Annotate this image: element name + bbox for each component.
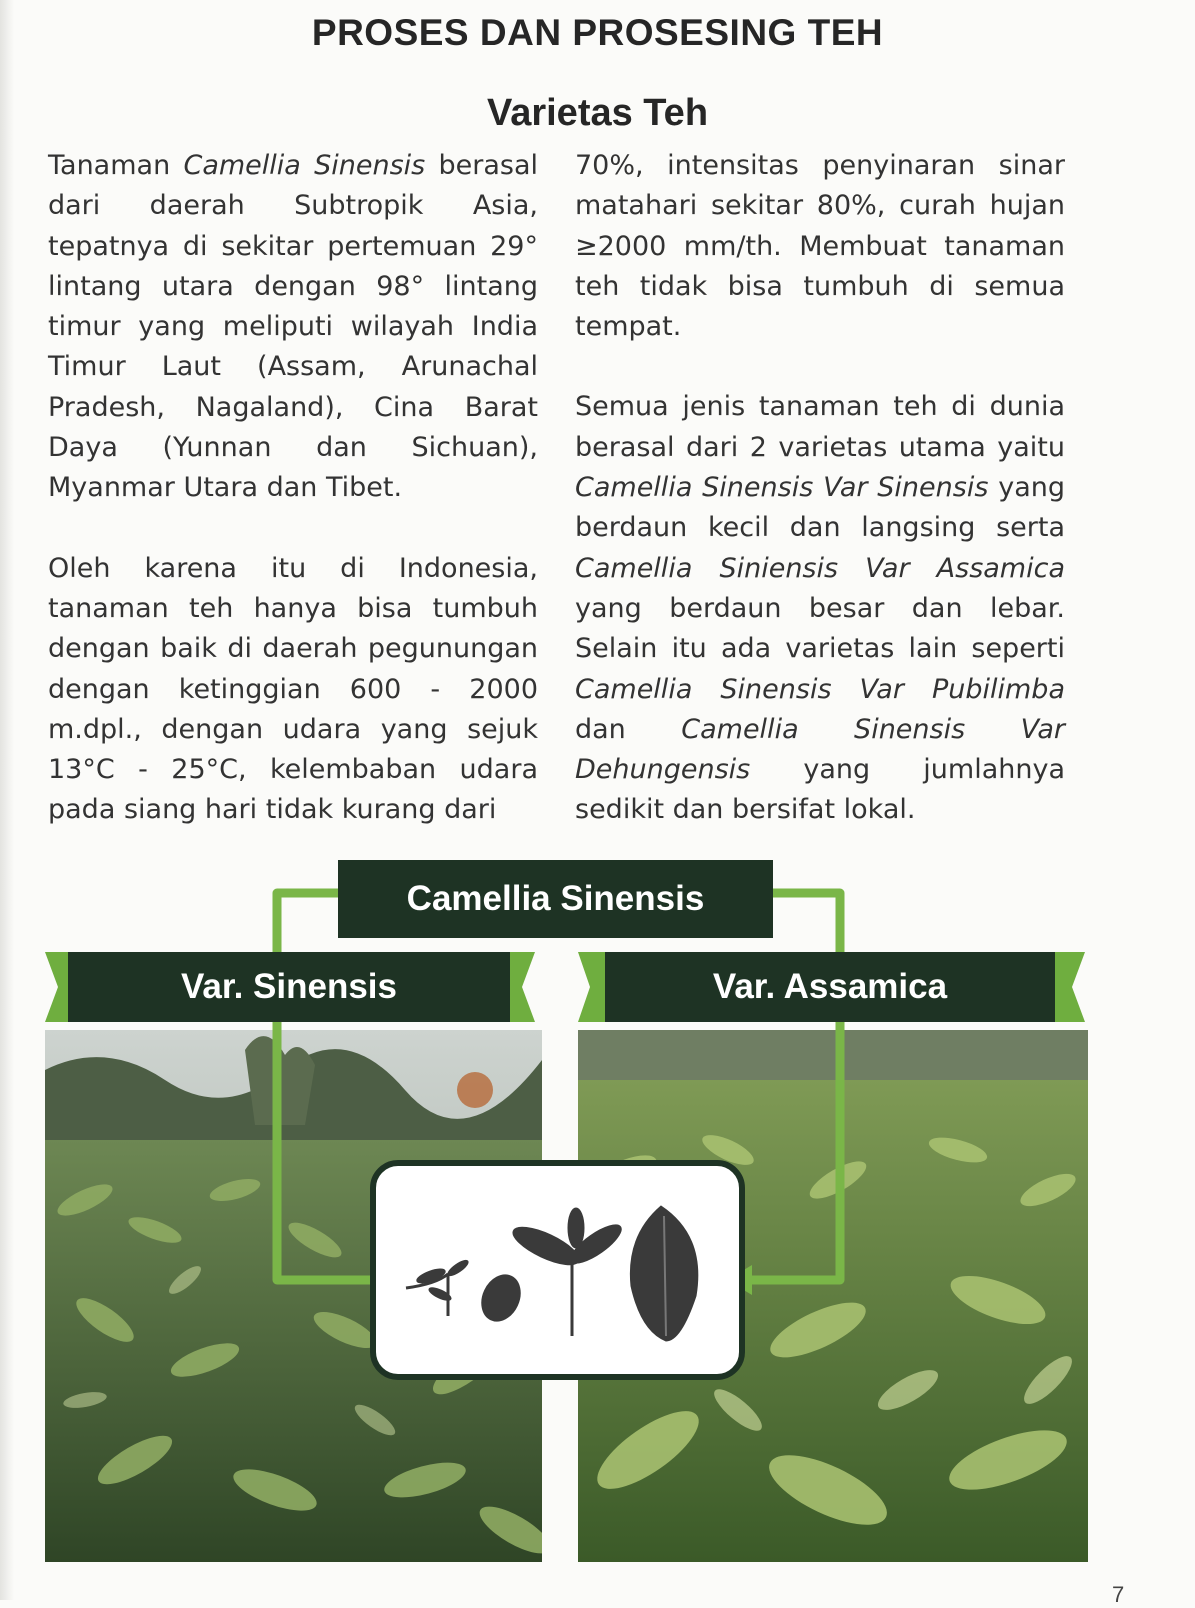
tea-leaves-comparison-icon [376,1166,739,1374]
text-segment: yang berdaun kecil dan langsing serta [575,472,1065,544]
species-name: Camellia Sinensis Var Dehungensis [575,713,1065,786]
leaf-comparison-box [370,1160,745,1380]
page-title: PROSES DAN PROSESING TEH [311,12,884,53]
text-segment: dan [575,713,682,745]
text-segment: 70%, intensitas penyinaran sinar matahari sekitar 80%, curah hujan ≥2000 mm/th. Membuat tanaman teh tidak bisa tumbuh di semua tempat. [575,150,1065,343]
paragraph [575,146,1065,347]
text-segment: yang jumlahnya sedikit dan bersifat lokal. [575,754,1065,826]
ribbon-tail-left-icon [45,952,70,1022]
species-name: Camellia Sinensis [183,150,426,181]
paragraph [575,387,1065,830]
paragraph [48,146,538,509]
assamica-label-banner: Var. Assamica [605,952,1055,1022]
species-name: Camellia Sinensis Var Pubilimba [575,673,1065,705]
section-title: Varietas Teh [486,92,709,134]
paragraph [48,549,538,831]
tea-variety-diagram [0,860,1195,1580]
text-column-right [575,146,1065,871]
ribbon-tail-right-icon [578,952,607,1022]
text-segment: yang berdaun besar dan lebar. Selain itu ada varietas lain seperti [575,592,1065,665]
root-label-banner: Camellia Sinensis [338,860,773,938]
page-number: 7 [1112,1582,1125,1607]
species-name: Camellia Sinensis Var Sinensis [575,472,989,504]
text-segment: berasal dari daerah Subtropik Asia, tepatnya di sekitar pertemuan 29° lintang utara dengan 98° lintang timur yang meliputi wilayah India Timur Laut (Assam, Arunachal Pradesh, Nagaland), Cina Barat Daya (Yunnan dan Sichuan), Myanmar Utara dan Tibet. [48,150,538,504]
text-segment: Oleh karena itu di Indonesia, tanaman teh hanya bisa tumbuh dengan baik di daerah pegunungan dengan ketinggian 600 - 2000 m.dpl., dengan udara yang sejuk 13°C - 25°C, kelembaban udara pada siang hari tidak kurang dari [48,552,538,826]
text-segment: Tanaman [48,150,184,181]
ribbon-tail-left-end-icon [508,952,535,1022]
sinensis-label-banner: Var. Sinensis [68,952,510,1022]
text-segment: Semua jenis tanaman teh di dunia berasal dari 2 varietas utama yaitu [575,391,1065,463]
text-column-left [48,146,538,871]
species-name: Camellia Siniensis Var Assamica [575,552,1065,584]
ribbon-tail-right-end-icon [1053,952,1085,1022]
